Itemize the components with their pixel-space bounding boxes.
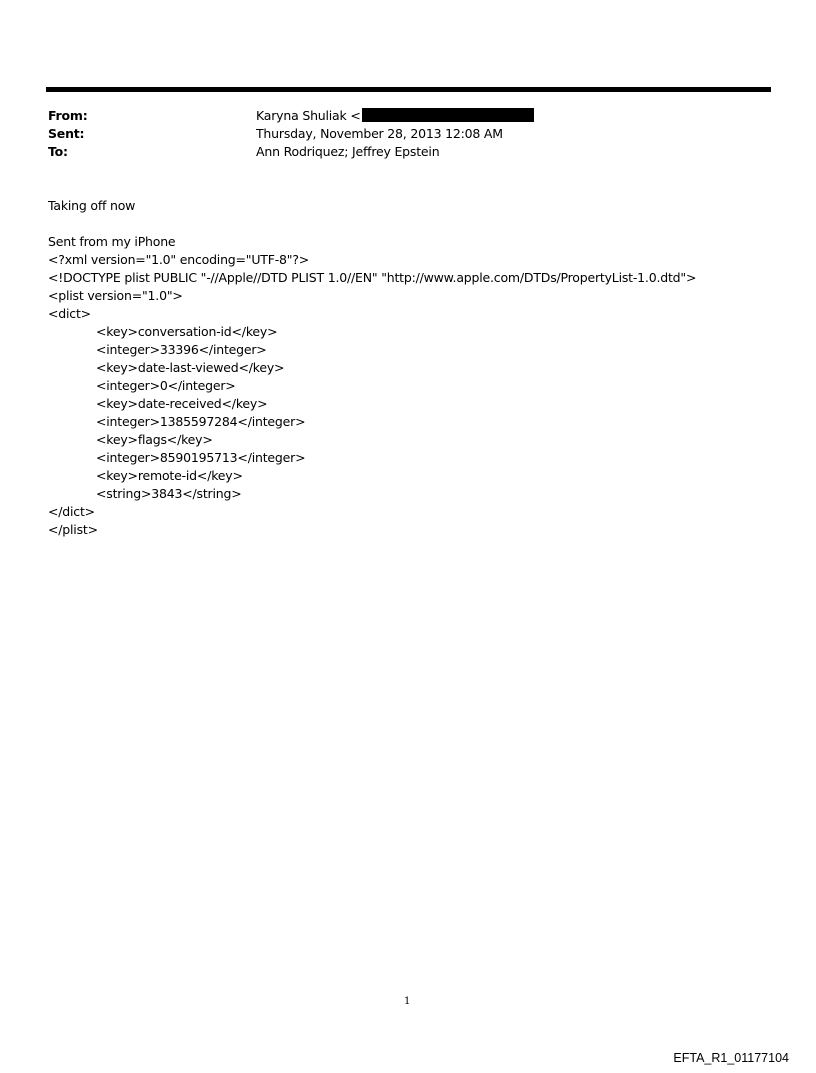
dict-close-line: </dict>	[48, 504, 95, 519]
xml-declaration: <?xml version="1.0" encoding="UTF-8"?>	[48, 252, 310, 267]
dict-entry-line: <integer>0</integer>	[96, 378, 236, 393]
page-number: 1	[404, 996, 411, 1007]
dict-open-line: <dict>	[48, 306, 91, 321]
dict-entry-line: <integer>8590195713</integer>	[96, 450, 306, 465]
redaction-bar	[362, 108, 534, 122]
dict-entry-line: <key>conversation-id</key>	[96, 324, 278, 339]
signature-line: Sent from my iPhone	[48, 234, 176, 249]
dict-entry-line: <integer>1385597284</integer>	[96, 414, 306, 429]
from-label: From:	[48, 108, 88, 123]
bates-number: EFTA_R1_01177104	[673, 1051, 789, 1065]
dict-entry-line: <key>remote-id</key>	[96, 468, 243, 483]
message-text: Taking off now	[48, 198, 136, 213]
dict-entry-line: <key>flags</key>	[96, 432, 213, 447]
plist-open-line: <plist version="1.0">	[48, 288, 183, 303]
dict-entry-line: <string>3843</string>	[96, 486, 242, 501]
sent-label: Sent:	[48, 126, 85, 141]
sent-value: Thursday, November 28, 2013 12:08 AM	[256, 126, 503, 141]
from-value	[256, 107, 534, 125]
dict-entry-line: <key>date-last-viewed</key>	[96, 360, 285, 375]
to-value: Ann Rodriquez; Jeffrey Epstein	[256, 144, 440, 159]
header-rule	[46, 87, 771, 92]
plist-close-line: </plist>	[48, 522, 98, 537]
dict-entry-line: <key>date-received</key>	[96, 396, 268, 411]
dict-entry-line: <integer>33396</integer>	[96, 342, 267, 357]
sender-name: Karyna Shuliak <	[256, 108, 361, 123]
to-label: To:	[48, 144, 68, 159]
doctype-line: <!DOCTYPE plist PUBLIC "-//Apple//DTD PLIST 1.0//EN" "http://www.apple.com/DTDs/PropertyList-1.0.dtd">	[48, 270, 697, 285]
